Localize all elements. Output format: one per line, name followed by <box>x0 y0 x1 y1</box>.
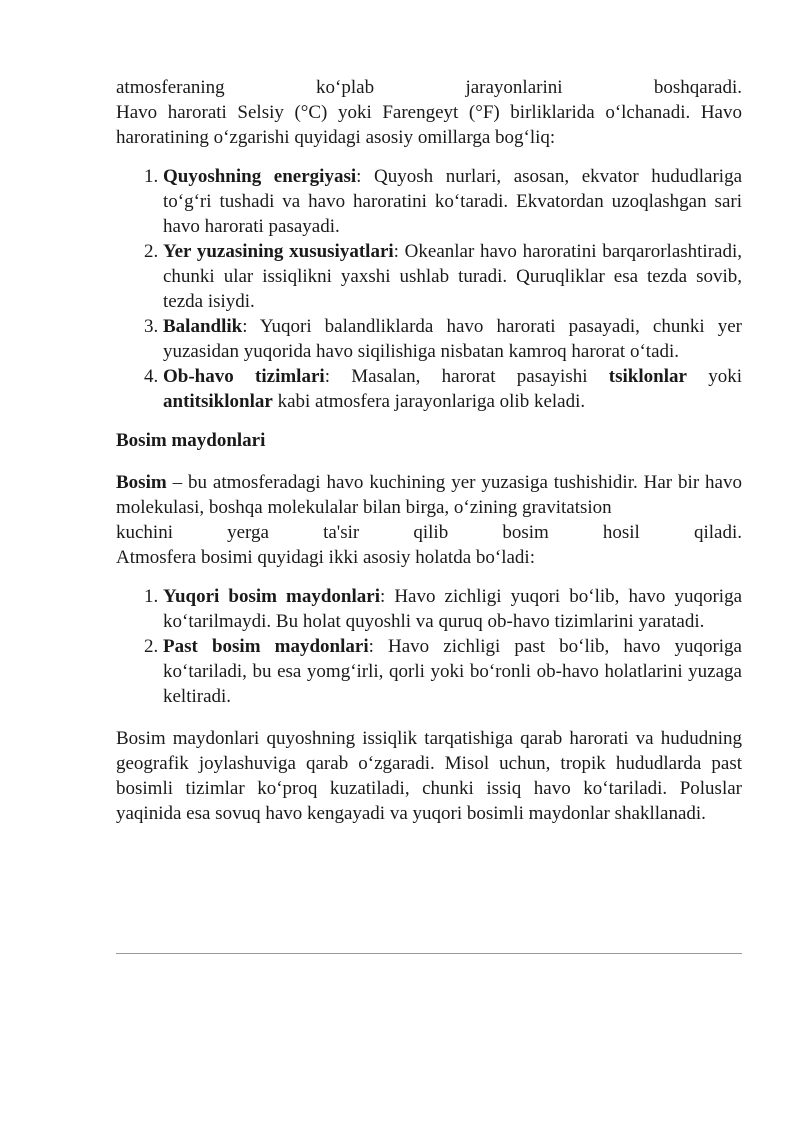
intro-line-1: atmosferaning ko‘plab jarayonlarini boshqaradi. <box>116 77 742 98</box>
closing-paragraph: Bosim maydonlari quyoshning issiqlik tarqatishiga qarab harorati va hududning geografik joylashuviga qarab o‘zgaradi. Misol uchun, tropik hududlarda past bosimli tizimlar ko‘proq kuzatiladi, chunki issiq havo ko‘tariladi. Poluslar yaqinida esa sovuq havo kengayadi va yuqori bosimli maydonlar shakllanadi. <box>116 728 742 824</box>
definition-line-3: kuchini yerga ta'sir qilib bosim hosil qiladi. <box>116 522 742 543</box>
intro-text: Havo harorati Selsiy (°C) yoki Farengeyt (°F) birliklarida o‘lchanadi. Havo haroratining o‘zgarishi quyidagi asosiy omillarga bog‘liq: <box>116 102 742 148</box>
factor-bold: tsiklonlar <box>608 366 687 387</box>
intro-paragraph <box>116 75 742 150</box>
factor-text: : Okeanlar havo haroratini barqarorlashtiradi, chunki ular issiqlikni yaxshi ushlab turadi. Quruqliklar esa tezda sovib, tezda isiydi. <box>163 241 743 312</box>
page-divider <box>116 953 742 954</box>
definition-line-4: Atmosfera bosimi quyidagi ikki asosiy holatda bo‘ladi: <box>116 547 535 568</box>
definition-text: – bu atmosferadagi havo kuchining yer yuzasiga tushishidir. Har bir havo molekulasi, boshqa molekulalar bilan birga, o‘zining gravitatsion <box>116 472 742 518</box>
field-text: : Havo zichligi past bo‘lib, havo yuqoriga ko‘tariladi, bu esa yomg‘irli, qorli yoki bo‘ronli ob-havo holatlarini yuzaga keltiradi. <box>163 636 742 707</box>
section-heading: Bosim maydonlari <box>116 430 266 451</box>
factor-text: yoki <box>686 366 743 387</box>
pressure-fields-list <box>116 584 742 709</box>
factor-term: Quyoshning energiyasi <box>163 166 357 187</box>
factor-term: Ob-havo tizimlari <box>163 366 325 387</box>
list-item <box>163 364 742 414</box>
list-item <box>163 584 742 634</box>
definition-term: Bosim <box>116 472 167 493</box>
document-page <box>116 75 742 826</box>
list-item <box>163 239 742 314</box>
factor-text: : Yuqori balandliklarda havo harorati pasayadi, chunki yer yuzasidan yuqorida havo siqilishiga nisbatan kamroq harorat o‘tadi. <box>163 316 742 362</box>
factor-text: : Masalan, harorat pasayishi <box>324 366 609 387</box>
factor-term: Balandlik <box>163 316 243 337</box>
field-term: Past bosim maydonlari <box>163 636 369 657</box>
factor-term: Yer yuzasining xususiyatlari <box>163 241 394 262</box>
factor-text: : Quyosh nurlari, asosan, ekvator hududlariga to‘g‘ri tushadi va havo haroratini ko‘taradi. Ekvatordan uzoqlashgan sari havo harorati pasayadi. <box>163 166 742 237</box>
temperature-factors-list <box>116 164 742 414</box>
field-term: Yuqori bosim maydonlari <box>163 586 380 607</box>
pressure-definition <box>116 470 742 570</box>
list-item <box>163 314 742 364</box>
list-item <box>163 634 742 709</box>
factor-bold: antitsiklonlar <box>163 391 273 412</box>
field-text: : Havo zichligi yuqori bo‘lib, havo yuqoriga ko‘tarilmaydi. Bu holat quyoshli va quruq ob-havo tizimlarini yaratadi. <box>163 586 742 632</box>
list-item <box>163 164 742 239</box>
factor-text: kabi atmosfera jarayonlariga olib keladi. <box>272 391 586 412</box>
